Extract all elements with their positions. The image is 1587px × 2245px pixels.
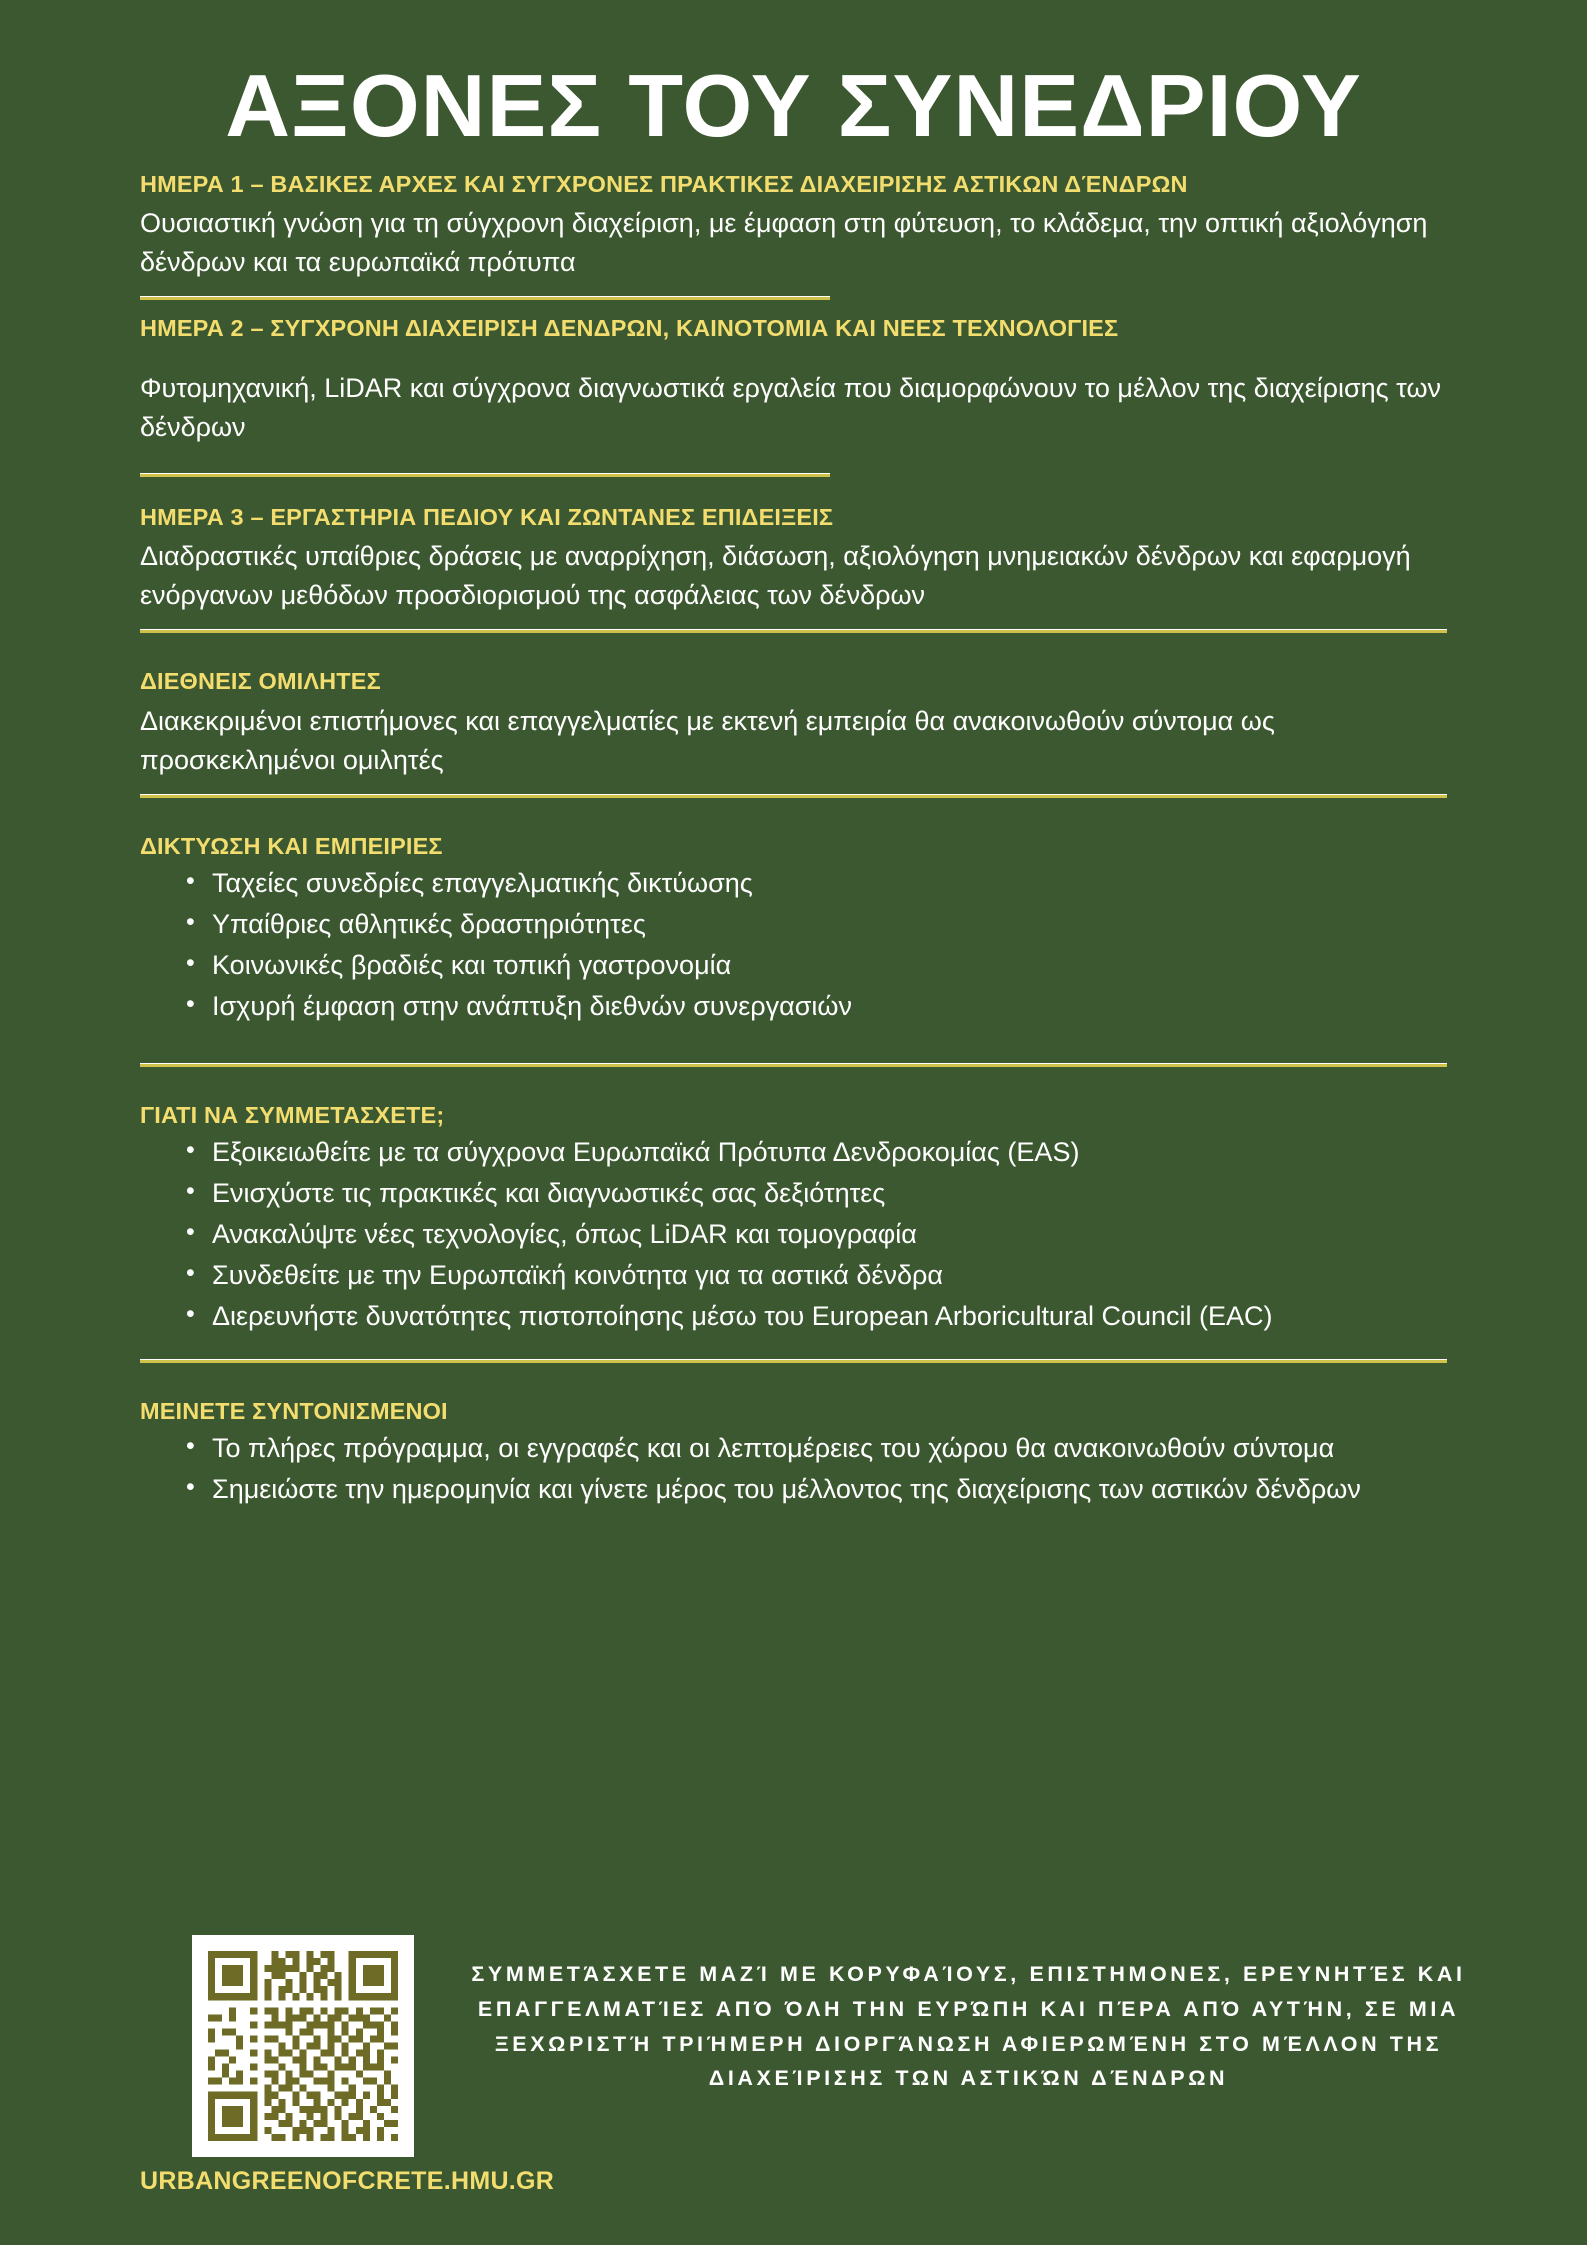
spacer [140,798,1447,832]
section-heading: ΜΕΙΝΕΤΕ ΣΥΝΤΟΝΙΣΜΕΝΟΙ [140,1397,448,1424]
site-url-link[interactable]: URBANGREENOFCRETE.HMU.GR [140,2167,555,2195]
list-item: • Υπαίθριες αθλητικές δραστηριότητες [186,905,1447,944]
section-international-speakers [140,667,1447,779]
section-day-1 [140,170,1447,282]
list-item: • Το πλήρες πρόγραμμα, οι εγγραφές και οι λεπτομέρειες του χώρου θα ανακοινωθούν σύντομα [186,1429,1447,1468]
section-day-2 [140,314,1447,446]
list-item: • Ενισχύστε τις πρακτικές και διαγνωστικές σας δεξιότητες [186,1174,1447,1213]
spacer [140,477,1447,503]
list-item: • Συνδεθείτε με την Ευρωπαϊκή κοινότητα για τα αστικά δένδρα [186,1256,1447,1295]
section-heading: ΗΜΕΡΑ 2 – ΣΥΓΧΡΟΝΗ ΔΙΑΧΕΙΡΙΣΗ ΔΕΝΔΡΩΝ, ΚΑΙΝΟΤΟΜΙΑ ΚΑΙ ΝΕΕΣ ΤΕΧΝΟΛΟΓΙΕΣ [140,315,1119,342]
section-body: Ουσιαστική γνώση για τη σύγχρονη διαχείριση, με έμφαση στη φύτευση, το κλάδεμα, την οπτική αξιολόγηση δένδρων και τα ευρωπαϊκά πρότυπα [140,208,1428,278]
section-why-join [140,1101,1447,1337]
spacer [140,633,1447,667]
spacer [140,447,1447,473]
spacer [140,1339,1447,1359]
section-heading: ΔΙΚΤΥΩΣΗ ΚΑΙ ΕΜΠΕΙΡΙΕΣ [140,832,443,859]
list-item: • Διερευνήστε δυνατότητες πιστοποίησης μέσω του European Arboricultural Council (EAC) [186,1297,1447,1336]
why-join-list [140,1133,1447,1337]
spacer [140,282,1447,296]
section-networking [140,832,1447,1027]
list-item: • Εξοικειωθείτε με τα σύγχρονα Ευρωπαϊκά Πρότυπα Δενδροκομίας (EAS) [186,1133,1447,1172]
qr-code-icon[interactable] [192,1935,414,2157]
section-body: Διαδραστικές υπαίθριες δράσεις με αναρρίχηση, διάσωση, αξιολόγηση μνημειακών δένδρων και εφαρμογή ενόργανων μεθόδων προσδιορισμού της ασφάλειας των δένδρων [140,541,1411,611]
section-body: Φυτομηχανική, LiDAR και σύγχρονα διαγνωστικά εργαλεία που διαμορφώνουν το μέλλον της διαχείρισης των δένδρων [140,372,1442,442]
spacer [140,300,1447,314]
section-body: Διακεκριμένοι επιστήμονες και επαγγελματίες με εκτενή εμπειρία θα ανακοινωθούν σύντομα ως προσκεκλημένοι ομιλητές [140,705,1275,775]
stay-tuned-list [140,1429,1447,1509]
section-stay-tuned [140,1397,1447,1509]
spacer [140,343,1447,363]
spacer [140,615,1447,629]
section-heading: ΗΜΕΡΑ 1 – ΒΑΣΙΚΕΣ ΑΡΧΕΣ ΚΑΙ ΣΥΓΧΡΟΝΕΣ ΠΡΑΚΤΙΚΕΣ ΔΙΑΧΕΙΡΙΣΗΣ ΑΣΤΙΚΩΝ ΔΈΝΔΡΩΝ [140,171,1188,197]
section-heading: ΔΙΕΘΝΕΙΣ ΟΜΙΛΗΤΕΣ [140,668,381,695]
list-item: • Σημειώστε την ημερομηνία και γίνετε μέρος του μέλλοντος της διαχείρισης των αστικών δένδρων [186,1470,1447,1509]
qr-block [140,1935,555,2196]
list-item: • Ισχυρή έμφαση στην ανάπτυξη διεθνών συνεργασιών [186,987,1447,1026]
list-item: • Ταχείες συνεδρίες επαγγελματικής δικτύωσης [186,864,1447,903]
footer-tagline: ΣΥΜΜΕΤΆΣΧΕΤΕ ΜΑΖΊ ΜΕ ΚΟΡΥΦΑΊΟΥΣ, ΕΠΙΣΤΗΜΟΝΕΣ, ΕΡΕΥΝΗΤΈΣ ΚΑΙ ΕΠΑΓΓΕΛΜΑΤΊΕΣ ΑΠΌ ΌΛΗ ΤΗΝ ΕΥΡΏΠΗ ΚΑΙ ΠΈΡΑ ΑΠΌ ΑΥΤΉΝ, ΣΕ ΜΙΑ ΞΕΧΩΡΙΣΤΉ ΤΡΙΉΜΕΡΗ ΔΙΟΡΓΆΝΩΣΗ ΑΦΙΕΡΩΜΈΝΗ ΣΤΟ ΜΈΛΛΟΝ ΤΗΣ ΔΙΑΧΕΊΡΙΣΗΣ ΤΩΝ ΑΣΤΙΚΏΝ ΔΈΝΔΡΩΝ [471,1962,1466,2091]
section-heading: ΗΜΕΡΑ 3 – ΕΡΓΑΣΤΗΡΙΑ ΠΕΔΙΟΥ ΚΑΙ ΖΩΝΤΑΝΕΣ ΕΠΙΔΕΙΞΕΙΣ [140,503,834,530]
spacer [140,1363,1447,1397]
spacer [140,1067,1447,1101]
spacer [140,1029,1447,1063]
page-title: ΑΞΟΝΕΣ ΤΟΥ ΣΥΝΕΔΡΙΟΥ [225,56,1362,155]
section-day-3 [140,503,1447,615]
section-heading: ΓΙΑΤΙ ΝΑ ΣΥΜΜΕΤΑΣΧΕΤΕ; [140,1101,445,1128]
list-item: • Κοινωνικές βραδιές και τοπική γαστρονομία [186,946,1447,985]
spacer [140,780,1447,794]
poster-footer [0,1935,1587,2245]
networking-list [140,864,1447,1027]
list-item: • Ανακαλύψτε νέες τεχνολογίες, όπως LiDAR και τομογραφία [186,1215,1447,1254]
